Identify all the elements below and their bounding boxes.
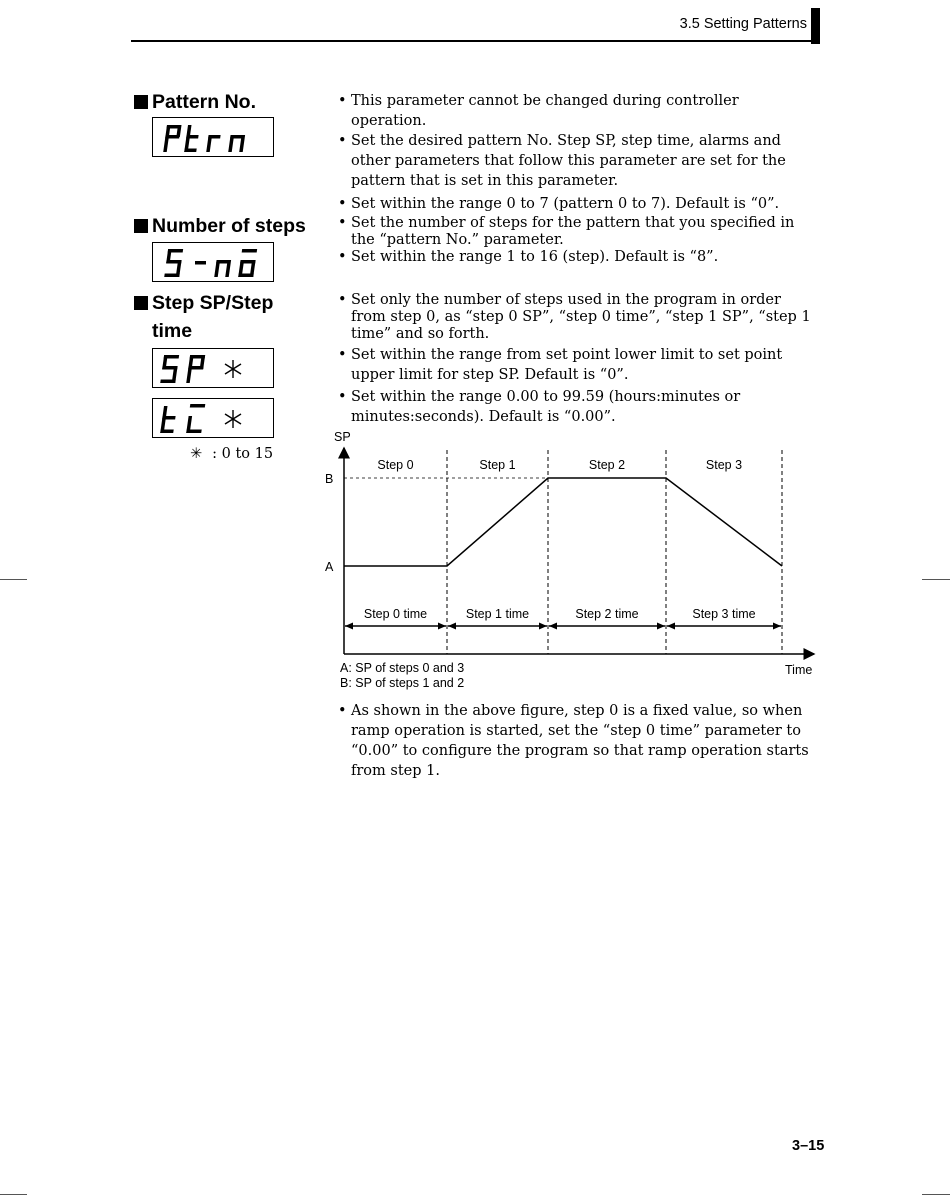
step-time-label: Step 1 time [465,607,530,621]
section-title-step-sp: Step SP/Step [134,289,273,317]
header-tab-marker [811,8,820,44]
square-bullet-icon [134,95,148,109]
pattern-no-bullets [338,91,818,214]
footer-bullets [338,701,818,781]
step-pattern-chart [320,428,820,693]
section-title-pattern-no: Pattern No. [134,88,256,116]
bullet-text: • This parameter cannot be changed during controller operation. [338,91,818,131]
sp-series-line [344,478,782,566]
number-of-steps-bullets [338,215,818,266]
legend-entry: B: SP of steps 1 and 2 [340,676,465,690]
crop-mark-right [922,579,950,580]
arrowhead-right-icon [539,623,547,630]
arrowhead-right-icon [438,623,446,630]
arrowhead-right-icon [657,623,665,630]
crop-mark-bottom-left [0,1194,27,1195]
crop-mark-left [0,579,27,580]
arrowhead-right-icon [773,623,781,630]
lcd-display-ptrn [152,117,274,157]
asterisk-icon: ✳ [190,446,203,462]
level-label-b: B [325,472,334,486]
bullet-text: • Set within the range from set point lower limit to set point upper limit for step SP. Default is “0”. [338,345,818,385]
bullet-text: • Set within the range 0.00 to 99.59 (hours:minutes or minutes:seconds). Default is “0.00”. [338,387,818,427]
step-time-label: Step 3 time [692,607,756,621]
square-bullet-icon [134,219,148,233]
arrowhead-left-icon [549,623,557,630]
running-header: 3.5 Setting Patterns [679,16,807,32]
bullet-text: • Set the desired pattern No. Step SP, step time, alarms and other parameters that follow this parameter are set for the pattern that is set in this parameter. [338,131,818,191]
bullet-text: • Set only the number of steps used in the program in order from step 0, as “step 0 SP”, “step 0 time”, “step 1 SP”, “step 1 time” and so forth. [338,292,818,343]
step-label: Step 1 [479,458,516,472]
lcd-display-s-no [152,242,274,282]
x-axis-label: Time [785,663,813,677]
bullet-text: • Set within the range 0 to 7 (pattern 0 to 7). Default is “0”. [338,194,818,214]
note-text: : 0 to 15 [212,446,274,462]
page-number: 3–15 [792,1138,825,1154]
crop-mark-bottom-right [922,1194,950,1195]
y-axis-label: SP [334,430,351,444]
section-title-number-of-steps: Number of steps [134,212,306,240]
legend-entry: A: SP of steps 0 and 3 [340,661,465,675]
arrowhead-left-icon [345,623,353,630]
lcd-display-sp [152,348,274,388]
step-time-label: Step 0 time [363,607,428,621]
arrowhead-left-icon [448,623,456,630]
bullet-text: • Set the number of steps for the pattern that you specified in the “pattern No.” parameter. [338,215,818,249]
bullet-text: • Set within the range 1 to 16 (step). Default is “8”. [338,249,818,266]
level-label-a: A [325,560,334,574]
step-time-label: Step 2 time [575,607,639,621]
step-label: Step 2 [588,458,626,472]
bullet-text: • As shown in the above figure, step 0 is a fixed value, so when ramp operation is started, set the “step 0 time” parameter to “0.00” to configure the program so that ramp operation starts from step 1. [338,701,818,781]
header-rule [131,40,820,42]
step-sp-bullets [338,292,818,427]
square-bullet-icon [134,296,148,310]
step-label: Step 0 [377,458,414,472]
section-title-step-sp-line2: time [152,320,193,342]
arrowhead-left-icon [667,623,675,630]
step-label: Step 3 [705,458,743,472]
asterisk-note [190,446,273,462]
lcd-display-tc [152,398,274,438]
